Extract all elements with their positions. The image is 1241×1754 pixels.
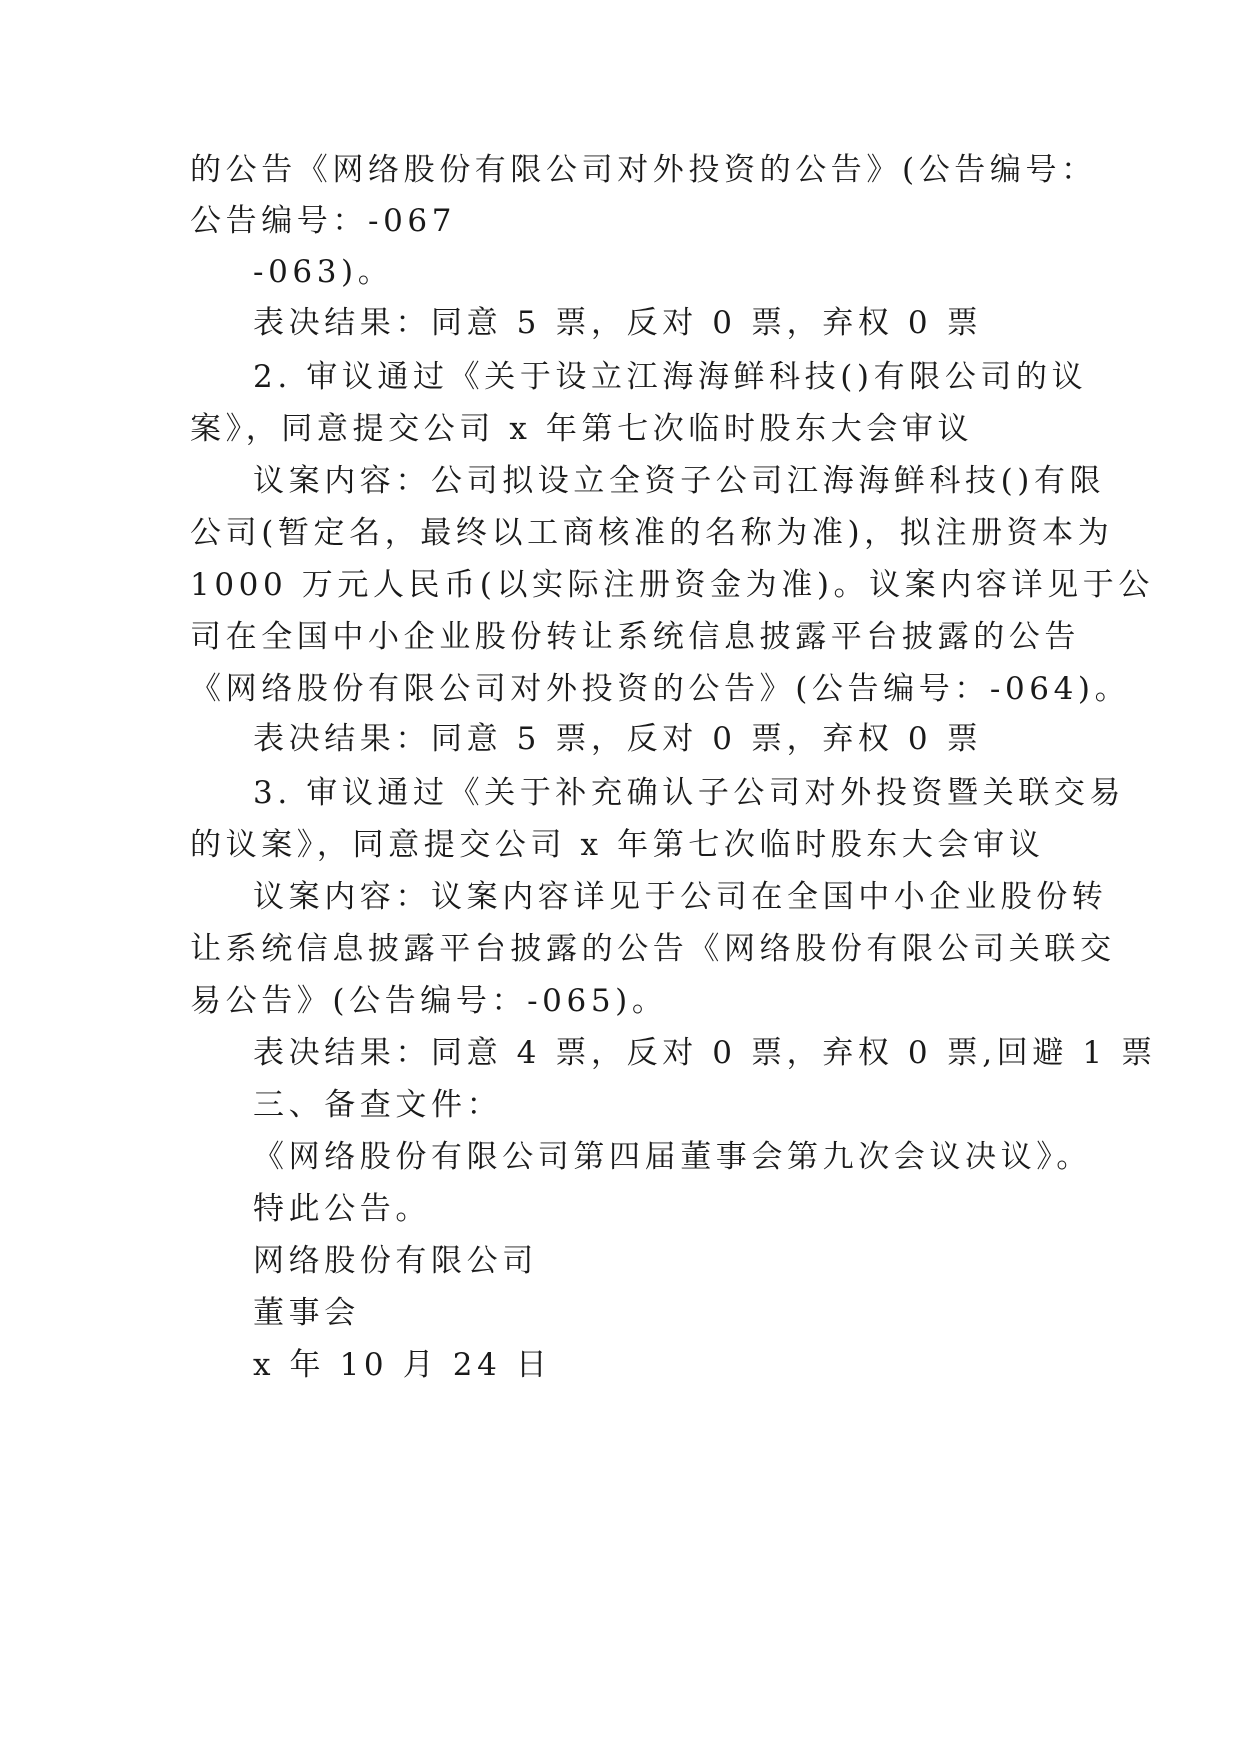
- text-line: 表决结果：同意 4 票，反对 0 票，弃权 0 票,回避 1 票: [253, 1035, 1157, 1071]
- text-line: 议案内容：议案内容详见于公司在全国中小企业股份转: [253, 879, 1108, 915]
- text-line: 特此公告。: [253, 1191, 431, 1227]
- text-line: 的公告《网络股份有限公司对外投资的公告》(公告编号：: [190, 152, 1097, 188]
- text-line: 1000 万元人民币(以实际注册资金为准)。议案内容详见于公: [190, 567, 1154, 603]
- text-line: -063)。: [253, 254, 394, 290]
- text-line: 易公告》(公告编号：-065)。: [190, 983, 668, 1019]
- text-line: 表决结果：同意 5 票，反对 0 票，弃权 0 票: [253, 305, 983, 341]
- text-line: 表决结果：同意 5 票，反对 0 票，弃权 0 票: [253, 721, 983, 757]
- text-line: 公司(暂定名，最终以工商核准的名称为准)，拟注册资本为: [190, 515, 1114, 551]
- board-name: 董事会: [253, 1295, 360, 1331]
- section-heading: 三、备查文件：: [253, 1087, 503, 1123]
- text-line: 公告编号：-067: [190, 203, 457, 239]
- text-line: 案》，同意提交公司 x 年第七次临时股东大会审议: [190, 411, 974, 447]
- text-line: 3. 审议通过《关于补充确认子公司对外投资暨关联交易: [253, 775, 1126, 811]
- text-line: 2. 审议通过《关于设立江海海鲜科技()有限公司的议: [253, 359, 1088, 395]
- company-name: 网络股份有限公司: [253, 1243, 538, 1279]
- text-line: 议案内容：公司拟设立全资子公司江海海鲜科技()有限: [253, 463, 1106, 499]
- text-line: 的议案》，同意提交公司 x 年第七次临时股东大会审议: [190, 827, 1045, 863]
- text-line: 司在全国中小企业股份转让系统信息披露平台披露的公告: [190, 619, 1080, 655]
- document-date: x 年 10 月 24 日: [253, 1347, 552, 1383]
- text-line: 《网络股份有限公司第四届董事会第九次会议决议》。: [253, 1139, 1092, 1175]
- text-line: 《网络股份有限公司对外投资的公告》(公告编号：-064)。: [190, 671, 1131, 707]
- text-line: 让系统信息披露平台披露的公告《网络股份有限公司关联交: [190, 931, 1116, 967]
